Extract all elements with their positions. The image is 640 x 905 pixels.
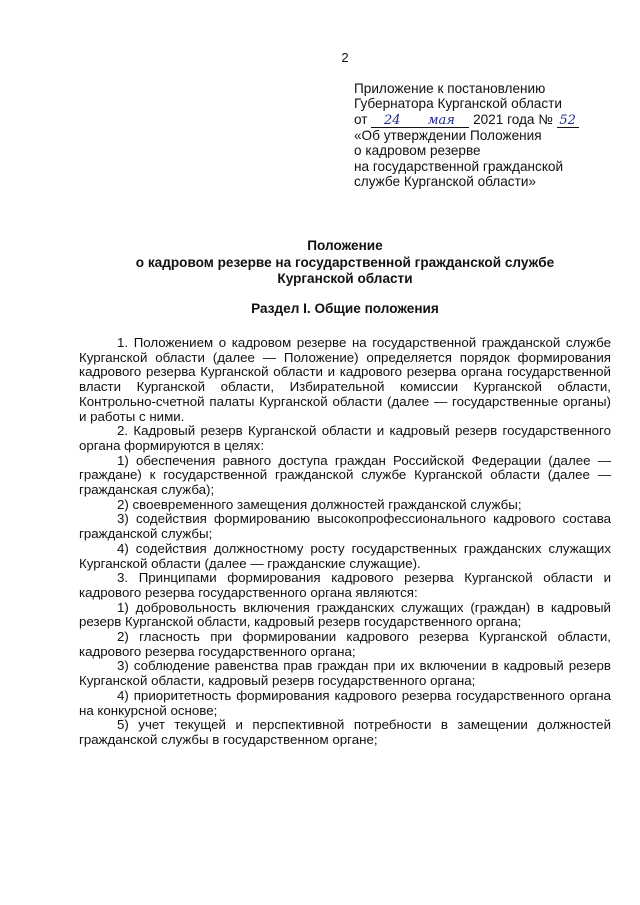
page-number: 2 <box>341 50 349 65</box>
appendix-line-7: службе Курганской области» <box>354 174 536 190</box>
paragraph: 2) гласность при формировании кадрового резерва Курганской области, кадрового резерва государственного органа; <box>79 629 611 659</box>
title-line-2: о кадровом резерве на государственной гражданской службе <box>135 254 555 270</box>
paragraph: 3) содействия формированию высокопрофессионального кадрового состава гражданской службы; <box>79 511 611 542</box>
appendix-line-2: Губернатора Курганской области <box>354 96 562 112</box>
document-body <box>79 336 611 748</box>
handwritten-month: мая <box>427 112 455 128</box>
number-field <box>557 113 579 128</box>
appendix-line-6: на государственной гражданской <box>354 158 564 174</box>
paragraph: 4) содействия должностному росту государственных гражданских служащих Курганской области (далее — гражданские служащие). <box>79 540 611 571</box>
day-field <box>371 113 413 128</box>
appendix-line-4: «Об утверждении Положения <box>354 127 542 143</box>
paragraph: 4) приоритетность формирования кадрового резерва государственного органа на конкурсной основе; <box>79 687 611 718</box>
handwritten-number: 52 <box>559 112 576 128</box>
section-heading: Раздел I. Общие положения <box>251 301 439 316</box>
appendix-line-1: Приложение к постановлению <box>354 81 546 96</box>
appendix-date-line <box>354 112 614 128</box>
month-field <box>413 113 469 128</box>
title-line-3: Курганской области <box>277 271 413 286</box>
year-text: 2021 года № <box>473 111 553 127</box>
paragraph: 3) соблюдение равенства прав граждан при их включении в кадровый резерв Курганской области, кадровый резерв государственного органа; <box>79 658 611 689</box>
paragraph: 1. Положением о кадровом резерве на государственной гражданской службе Курганской области (далее — Положение) определяется порядок формирования кадрового резерва Курганской области и кадрового резерва органа государственной власти Курганской области, Избирательной комиссии Курганской области, Контрольно-счетной палаты Курганской области (далее — государственные органы) и работы с ними. <box>79 335 611 424</box>
paragraph: 1) добровольность включения гражданских служащих (граждан) в кадровый резерв Курганской области, кадровый резерв государственного органа; <box>79 599 611 630</box>
date-prefix: от <box>354 111 368 127</box>
document-title <box>0 238 640 288</box>
title-line-1: Положение <box>307 238 383 253</box>
paragraph: 3. Принципами формирования кадрового резерва Курганской области и кадрового резерва государственного органа являются: <box>79 570 611 600</box>
paragraph: 2) своевременного замещения должностей гражданской службы; <box>117 496 522 512</box>
appendix-line-5: о кадровом резерве <box>354 143 481 159</box>
paragraph: 5) учет текущей и перспективной потребности в замещении должностей гражданской службы в государственном органе; <box>79 717 611 747</box>
paragraph: 2. Кадровый резерв Курганской области и кадровый резерв государственного органа формируются в целях: <box>79 423 611 453</box>
appendix-block <box>354 81 614 189</box>
handwritten-day: 24 <box>384 112 401 128</box>
paragraph: 1) обеспечения равного доступа граждан Российской Федерации (далее — граждане) к государственной гражданской службе Курганской области (далее — гражданская служба); <box>79 452 611 498</box>
